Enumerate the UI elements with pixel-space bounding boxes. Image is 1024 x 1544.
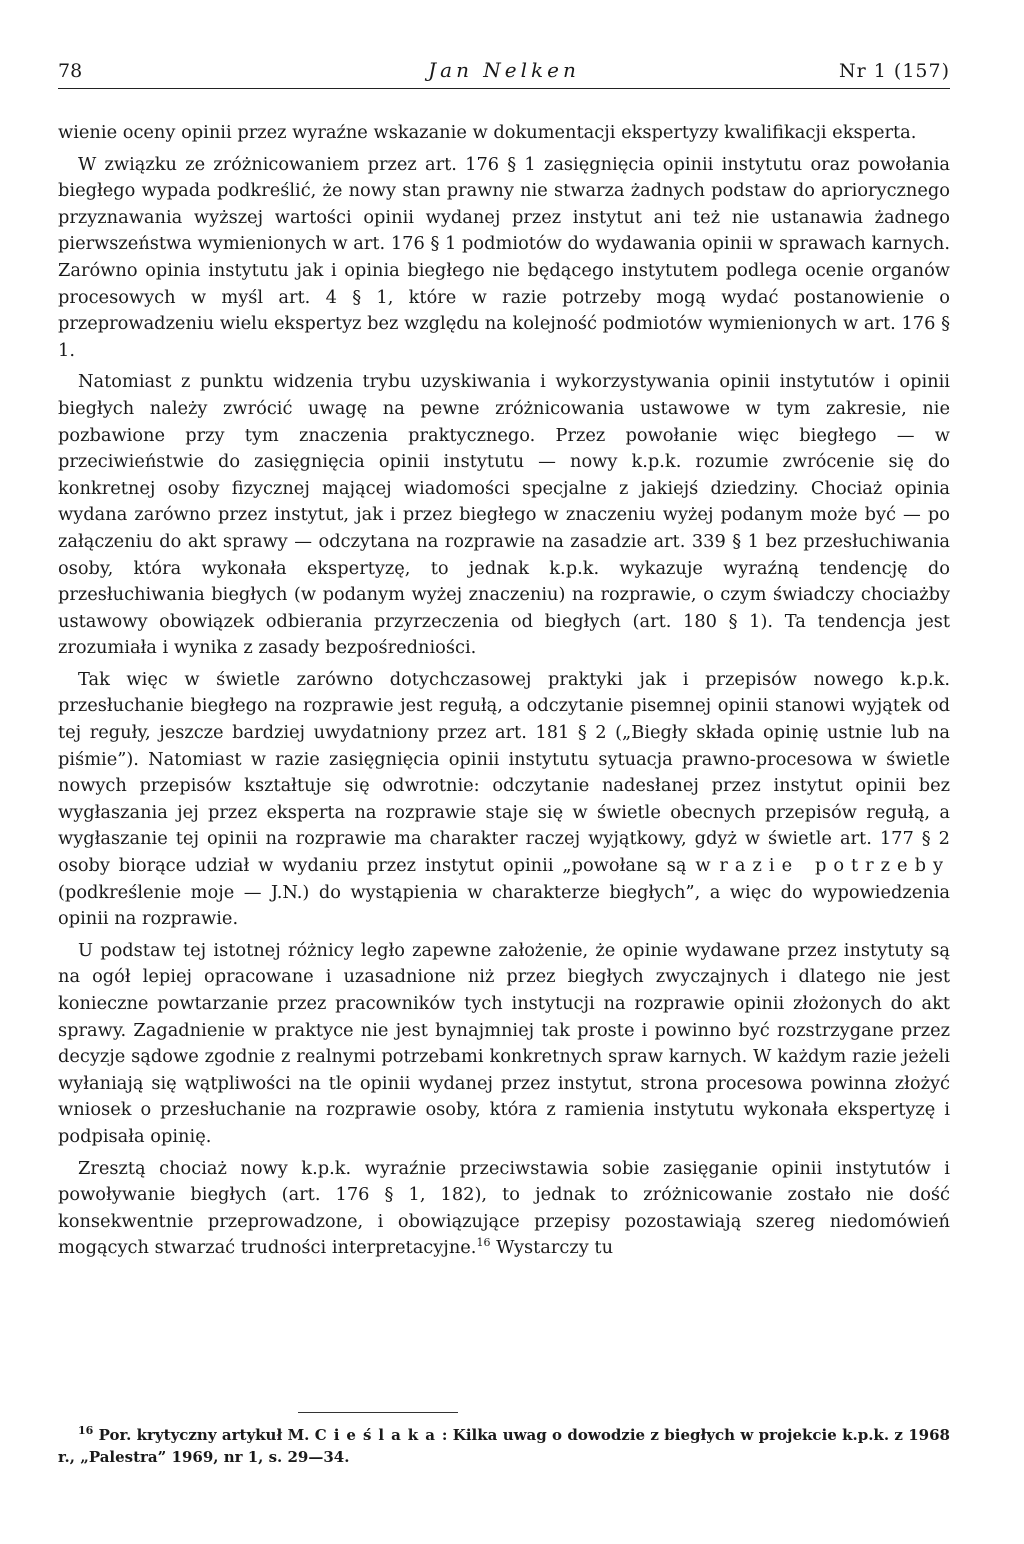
footnote-reference: 16 (476, 1236, 491, 1250)
document-page (58, 0, 950, 1544)
issue-number: Nr 1 (157) (839, 60, 950, 82)
paragraph-6-text: Zresztą chociaż nowy k.p.k. wyraźnie przeciwstawia sobie zasięganie opinii instytutów i powoływanie biegłych (art. 176 § 1, 182), to jednak to zróżnicowanie zostało nie dość konsekwentnie przeprowadzone, i obowiązujące przepisy pozostawiają szereg niedomówień mogących stwarzać trudności interpretacyjne. (58, 1157, 950, 1259)
footnote-author: Cieślaka (314, 1426, 442, 1444)
emphasized-phrase: razie potrzeby (719, 855, 951, 877)
header-rule (58, 88, 950, 89)
body-text (58, 120, 950, 1267)
footnote-rest: : Kilka uwag o dowodzie z biegłych w projekcie k.p.k. z 1968 r., „Palestra” 1969, nr 1, s. 29—34. (58, 1426, 950, 1466)
page-number: 78 (58, 60, 83, 82)
paragraph-4-tail: (podkreślenie moje — J.N.) do wystąpienia w charakterze biegłych”, a więc do wypowiedzenia opinii na rozprawie. (58, 881, 950, 930)
paragraph-6 (58, 1156, 950, 1262)
footnote-16 (58, 1424, 950, 1468)
footnote-rule (298, 1412, 458, 1413)
paragraph-6-tail: Wystarczy tu (496, 1237, 614, 1259)
running-author: Jan Nelken (428, 58, 580, 82)
paragraph-5: U podstaw tej istotnej różnicy legło zapewne założenie, że opinie wydawane przez instytuty są na ogół lepiej opracowane i uzasadnione niż przez biegłych zwyczajnych i dlatego nie jest konieczne powtarzanie przez pracowników tych instytucji na rozprawie opinii złożonych do akt sprawy. Zagadnienie w praktyce nie jest bynajmniej tak proste i powinno być rozstrzygane przez decyzje sądowe zgodnie z realnymi potrzebami konkretnych spraw karnych. W każdym razie jeżeli wyłaniają się wątpliwości na tle opinii wydanej przez instytut, strona procesowa powinna złożyć wniosek o przesłuchanie na rozprawie osoby, która z ramienia instytutu wykonała ekspertyzę i podpisała opinię. (58, 939, 950, 1147)
paragraph-1: wienie oceny opinii przez wyraźne wskazanie w dokumentacji ekspertyzy kwalifikacji eksperta. (58, 122, 917, 143)
footnote-number: 16 (78, 1424, 94, 1437)
paragraph-3: Natomiast z punktu widzenia trybu uzyskiwania i wykorzystywania opinii instytutów i opinii biegłych należy zwrócić uwagę na pewne zróżnicowania ustawowe w tym zakresie, nie pozbawione przy tym znaczenia praktycznego. Przez powołanie więc biegłego — w przeciwieństwie do zasięgnięcia opinii instytutu — nowy k.p.k. rozumie zwrócenie się do konkretnej osoby fizycznej mającej wiadomości specjalne z jakiejś dziedziny. Chociaż opinia wydana zarówno przez instytut, jak i przez biegłego w znaczeniu wyżej podanym może być — po załączeniu do akt sprawy — odczytana na rozprawie na zasadzie art. 339 § 1 bez przesłuchiwania osoby, która wykonała ekspertyzę, to jednak k.p.k. wykazuje wyraźną tendencję do przesłuchiwania biegłych (w podanym wyżej znaczeniu) na rozprawie, o czym świadczy chociażby ustawowy obowiązek odbierania przyrzeczenia od biegłych (art. 180 § 1). Ta tendencja jest zrozumiała i wynika z zasady bezpośredniości. (58, 371, 950, 659)
footnotes (58, 1424, 950, 1468)
paragraph-2: W związku ze zróżnicowaniem przez art. 176 § 1 zasięgnięcia opinii instytutu oraz powołania biegłego wypada podkreślić, że nowy stan prawny nie stwarza żadnych podstaw do apriorycznego przyznawania wyższej wartości opinii wydanej przez instytut ani też nie ustanawia żadnego pierwszeństwa wymienionych w art. 176 § 1 podmiotów do wydawania opinii w sprawach karnych. Zarówno opinia instytutu jak i opinia biegłego nie będącego instytutem podlega ocenie organów procesowych w myśl art. 4 § 1, które w razie potrzeby mogą wydać postanowienie o przeprowadzeniu wielu ekspertyz bez względu na kolejność podmiotów wymienionych w art. 176 § 1. (58, 153, 950, 361)
paragraph-4-text: Tak więc w świetle zarówno dotychczasowej praktyki jak i przepisów nowego k.p.k. przesłuchanie biegłego na rozprawie jest regułą, a odczytanie pisemnej opinii stanowi wyjątek od tej reguły, jeszcze bardziej uwydatniony przez art. 181 § 2 („Biegły składa opinię ustnie lub na piśmie”). Natomiast w razie zasięgnięcia opinii instytutu sytuacja prawno-procesowa w świetle nowych przepisów kształtuje się odwrotnie: odczytanie nadesłanej przez instytut opinii bez wygłaszania jej przez eksperta na rozprawie staje się w świetle obecnych przepisów regułą, a wygłaszanie tej opinii na rozprawie ma charakter raczej wyjątkowy, gdyż w świetle art. 177 § 2 osoby biorące udział w wydaniu przez instytut opinii „powołane są w (58, 668, 950, 877)
paragraph-4 (58, 667, 950, 933)
running-header (58, 58, 950, 88)
footnote-text: Por. krytyczny artykuł M. (98, 1426, 310, 1444)
